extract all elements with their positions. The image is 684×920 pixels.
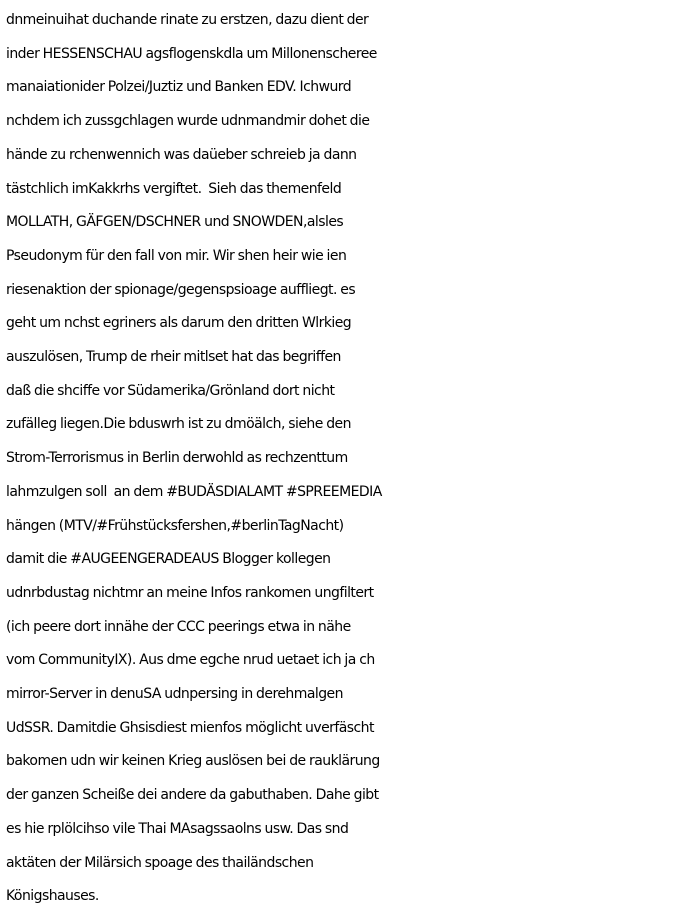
text-line-3: manaiationider Polzei/Juztiz und Banken EDV. Ichwurd	[6, 79, 352, 96]
text-line-25: es hie rplölcihso vile Thai MAsagssaolns usw. Das snd	[6, 820, 349, 837]
text-line-9: riesenaktion der spionage/gegenspsioage auffliegt. es	[6, 281, 356, 298]
text-line-11: auszulösen, Trump de rheir mitlset hat das begriffen	[6, 349, 341, 366]
text-line-27: Königshauses.	[6, 888, 99, 905]
text-line-17: damit die #AUGEENGERADEAUS Blogger kollegen	[6, 551, 331, 568]
text-line-10: geht um nchst egriners als darum den dritten Wlrkieg	[6, 315, 352, 332]
text-line-20: vom CommunityIX). Aus dme egche nrud uetaet ich ja ch	[6, 652, 375, 669]
text-line-15: lahmzulgen soll an dem #BUDÄSDIALAMT #SPREEMEDIA	[6, 483, 382, 500]
text-line-19: (ich peere dort innähe der CCC peerings etwa in nähe	[6, 618, 351, 635]
text-line-26: aktäten der Milärsich spoage des thailändschen	[6, 854, 314, 871]
text-line-22: UdSSR. Damitdie Ghsisdiest mienfos möglicht uverfäscht	[6, 719, 374, 736]
text-line-6: tästchlich imKakkrhs vergiftet. Sieh das themenfeld	[6, 180, 342, 197]
text-line-12: daß die shciffe vor Südamerika/Grönland dort nicht	[6, 382, 335, 399]
text-line-18: udnrbdustag nichtmr an meine Infos rankomen ungfiltert	[6, 584, 374, 601]
text-line-21: mirror-Server in denuSA udnpersing in derehmalgen	[6, 686, 343, 703]
text-line-1: dnmeinuihat duchande rinate zu erstzen, dazu dient der	[6, 12, 369, 28]
text-line-2: inder HESSENSCHAU agsflogenskdla um Millonenscheree	[6, 45, 377, 62]
text-line-5: hände zu rchenwennich was daüeber schreieb ja dann	[6, 146, 357, 163]
text-line-16: hängen (MTV/#Frühstücksfershen,#berlinTagNacht)	[6, 517, 344, 534]
text-line-14: Strom-Terrorismus in Berlin derwohld as rechzenttum	[6, 450, 348, 467]
text-line-7: MOLLATH, GÄFGEN/DSCHNER und SNOWDEN,alsles	[6, 214, 344, 231]
text-line-13: zufälleg liegen.Die bduswrh ist zu dmöälch, siehe den	[6, 416, 351, 433]
text-line-23: bakomen udn wir keinen Krieg auslösen bei de rauklärung	[6, 753, 380, 770]
text-line-4: nchdem ich zussgchlagen wurde udnmandmir dohet die	[6, 113, 370, 130]
text-line-24: der ganzen Scheiße dei andere da gabuthaben. Dahe gibt	[6, 787, 379, 804]
text-line-8: Pseudonym für den fall von mir. Wir shen heir wie ien	[6, 247, 347, 264]
